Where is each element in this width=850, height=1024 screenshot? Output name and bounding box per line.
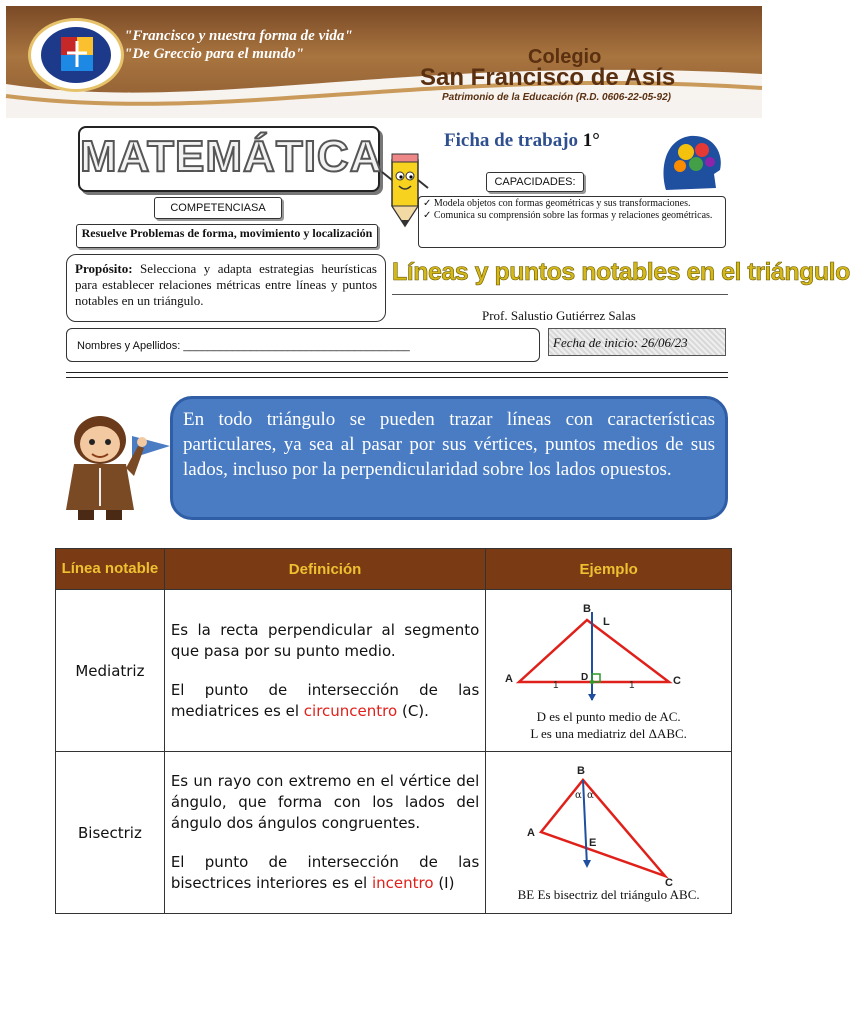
highlight-term: circuncentro (303, 701, 398, 720)
highlight-term: incentro (372, 874, 434, 892)
table-header-row (56, 549, 732, 590)
competencias-label: COMPETENCIASA (154, 197, 282, 219)
intro-bubble: En todo triángulo se pueden trazar líneas con características particulares, ya sea al pasar por sus vértices, puntos medios de sus lados, incluso por la perpendicularidad sobre los lados opuestos. (170, 396, 728, 520)
subject-box (78, 126, 383, 192)
divider (66, 372, 728, 373)
grade-label: 1° (582, 130, 600, 151)
start-date: Fecha de inicio: 26/06/23 (548, 328, 726, 356)
vertex-label: A (526, 827, 535, 839)
notable-lines-table (55, 548, 732, 914)
friar-mascot-icon (50, 406, 174, 526)
names-field[interactable] (66, 328, 540, 362)
bisectriz-figure (489, 762, 729, 889)
school-name: San Francisco de Asís (420, 64, 676, 91)
proposito-text: Selecciona y adapta estrategias heurísticas para establecer relaciones métricas entre líneas y puntos notables en un triángulo. (75, 261, 377, 308)
worksheet-title: Ficha de trabajo 1° (444, 130, 600, 151)
school-label: Colegio (528, 46, 602, 68)
segment-mark: 1 (628, 679, 635, 691)
capacidad-item: ✓ Modela objetos con formas geométricas y sus transformaciones. (423, 198, 691, 209)
column-header: Ejemplo (486, 549, 732, 590)
subject-title: MATEMÁTICA (80, 132, 383, 181)
example-cell (486, 590, 732, 752)
column-header: Definición (164, 549, 485, 590)
angle-label: α (574, 790, 582, 801)
table-row (56, 590, 732, 752)
point-label: D (580, 671, 588, 683)
mediatriz-figure (489, 600, 729, 708)
definition-cell (164, 590, 485, 752)
definition-text: Es la recta perpendicular al segmento que pasa por su punto medio. (170, 620, 480, 660)
vertex-label: B (582, 602, 591, 615)
example-caption: L es una mediatriz del ΔABC. (530, 725, 687, 741)
vertex-label: A (504, 672, 513, 685)
definition-cell (164, 752, 485, 914)
example-caption: BE Es bisectriz del triángulo ABC. (517, 887, 700, 902)
vertex-label: C (664, 877, 673, 889)
point-label: E (588, 837, 596, 849)
vertex-label: C (672, 674, 681, 687)
example-cell (486, 752, 732, 914)
topic-title: Líneas y puntos notables en el triángulo (392, 258, 850, 286)
motto-line-1: "Francisco y nuestra forma de vida" (124, 28, 353, 44)
table-row (56, 752, 732, 914)
names-blank: _____________________________________ (183, 340, 410, 352)
title-underline (392, 294, 728, 295)
capacidades-list (418, 196, 726, 248)
names-label: Nombres y Apellidos: (77, 340, 181, 352)
school-banner (6, 6, 762, 118)
brain-gears-icon (656, 130, 726, 196)
definition-text: Es un rayo con extremo en el vértice del ángulo, que forma con los lados del ángulo dos ángulos congruentes. (170, 772, 480, 832)
teacher-name: Prof. Salustio Gutiérrez Salas (482, 308, 636, 323)
definition-point: El punto de intersección de las mediatrices es el circuncentro (C). (170, 680, 480, 720)
school-patrimonio: Patrimonio de la Educación (R.D. 0606-22-05-92) (442, 92, 671, 103)
definition-point: El punto de intersección de las bisectrices interiores es el incentro (I) (170, 853, 480, 892)
capacidades-label: CAPACIDADES: (486, 172, 584, 192)
line-name: Mediatriz (56, 590, 165, 752)
column-header: Línea notable (56, 549, 165, 590)
proposito-box (66, 254, 386, 322)
capacidad-item: ✓ Comunica su comprensión sobre las formas y relaciones geométricas. (423, 210, 713, 221)
motto-line-2: "De Greccio para el mundo" (124, 46, 304, 62)
competencia-text: Resuelve Problemas de forma, movimiento y localización (76, 224, 378, 248)
example-caption: D es el punto medio de AC. (536, 708, 681, 724)
segment-mark: 1 (552, 679, 559, 691)
line-name: Bisectriz (56, 752, 165, 914)
divider (66, 377, 728, 378)
line-label: L (602, 615, 610, 628)
school-crest-icon (28, 18, 124, 92)
vertex-label: B (576, 765, 585, 777)
proposito-label: Propósito: (75, 261, 133, 276)
angle-label: α (586, 790, 594, 801)
